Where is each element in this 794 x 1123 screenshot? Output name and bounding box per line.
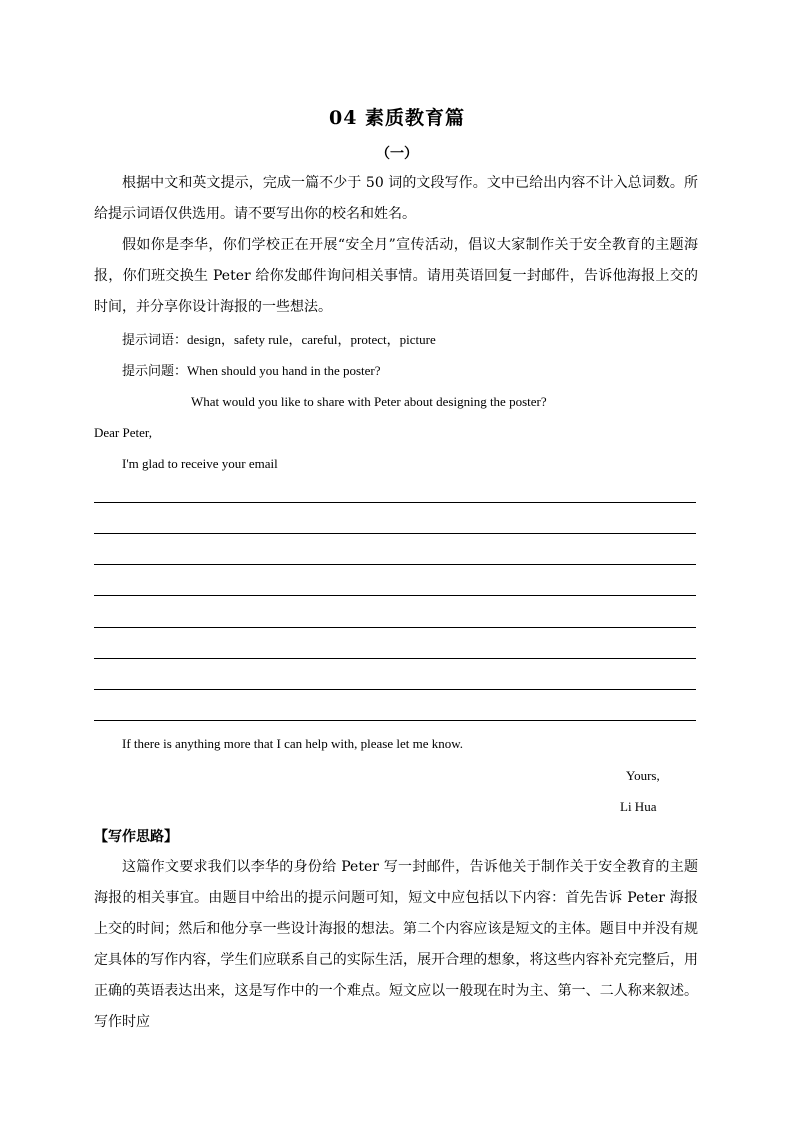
writing-line bbox=[94, 627, 696, 628]
letter-salutation: Dear Peter, bbox=[94, 425, 152, 440]
instructions-paragraph: 根据中文和英文提示，完成一篇不少于 50 词的文段写作。文中已给出内容不计入总词数。所给提示词语仅供选用。请不要写出你的校名和姓名。 bbox=[94, 175, 698, 222]
letter-closing-line: If there is anything more that I can help with, please let me know. bbox=[122, 736, 464, 751]
writing-line bbox=[94, 658, 696, 659]
writing-line bbox=[94, 533, 696, 534]
writing-approach-heading: 【写作思路】 bbox=[94, 829, 178, 845]
section-number: （一） bbox=[376, 146, 418, 162]
writing-line bbox=[94, 564, 696, 565]
letter-opening-line: I'm glad to receive your email bbox=[122, 456, 278, 471]
hint-question-2: What would you like to share with Peter about designing the poster? bbox=[191, 394, 547, 409]
writing-line bbox=[94, 595, 696, 596]
writing-line bbox=[94, 720, 696, 721]
writing-line bbox=[94, 502, 696, 503]
analysis-paragraph: 这篇作文要求我们以李华的身份给 Peter 写一封邮件，告诉他关于制作关于安全教育的主题海报的相关事宜。由题目中给出的提示问题可知，短文中应包括以下内容：首先告诉 Peter 海报上交的时间；然后和他分享一些设计海报的想法。第二个内容应该是短文的主体。题目中并没有规定具体的写作内容，学生们应联系自己的实际生活，展开合理的想象，将这些内容补充完整后，用正确的英语表达出来，这是写作中的一个难点。短文应以一般现在时为主、第一、二人称来叙述。写作时应 bbox=[94, 859, 698, 1030]
scenario-paragraph: 假如你是李华，你们学校正在开展“安全月”宣传活动，倡议大家制作关于安全教育的主题海报，你们班交换生 Peter 给你发邮件询问相关事情。请用英语回复一封邮件，告诉他海报上交的时间，并分享你设计海报的一些想法。 bbox=[94, 237, 698, 315]
writing-line bbox=[94, 689, 696, 690]
letter-signoff: Yours, bbox=[626, 768, 660, 783]
page-title: 04 素质教育篇 bbox=[328, 107, 466, 129]
hint-question-1: 提示问题：When should you hand in the poster? bbox=[122, 363, 381, 378]
hint-words: 提示词语：design，safety rule，careful，protect，picture bbox=[122, 332, 436, 347]
letter-signature: Li Hua bbox=[620, 799, 657, 814]
